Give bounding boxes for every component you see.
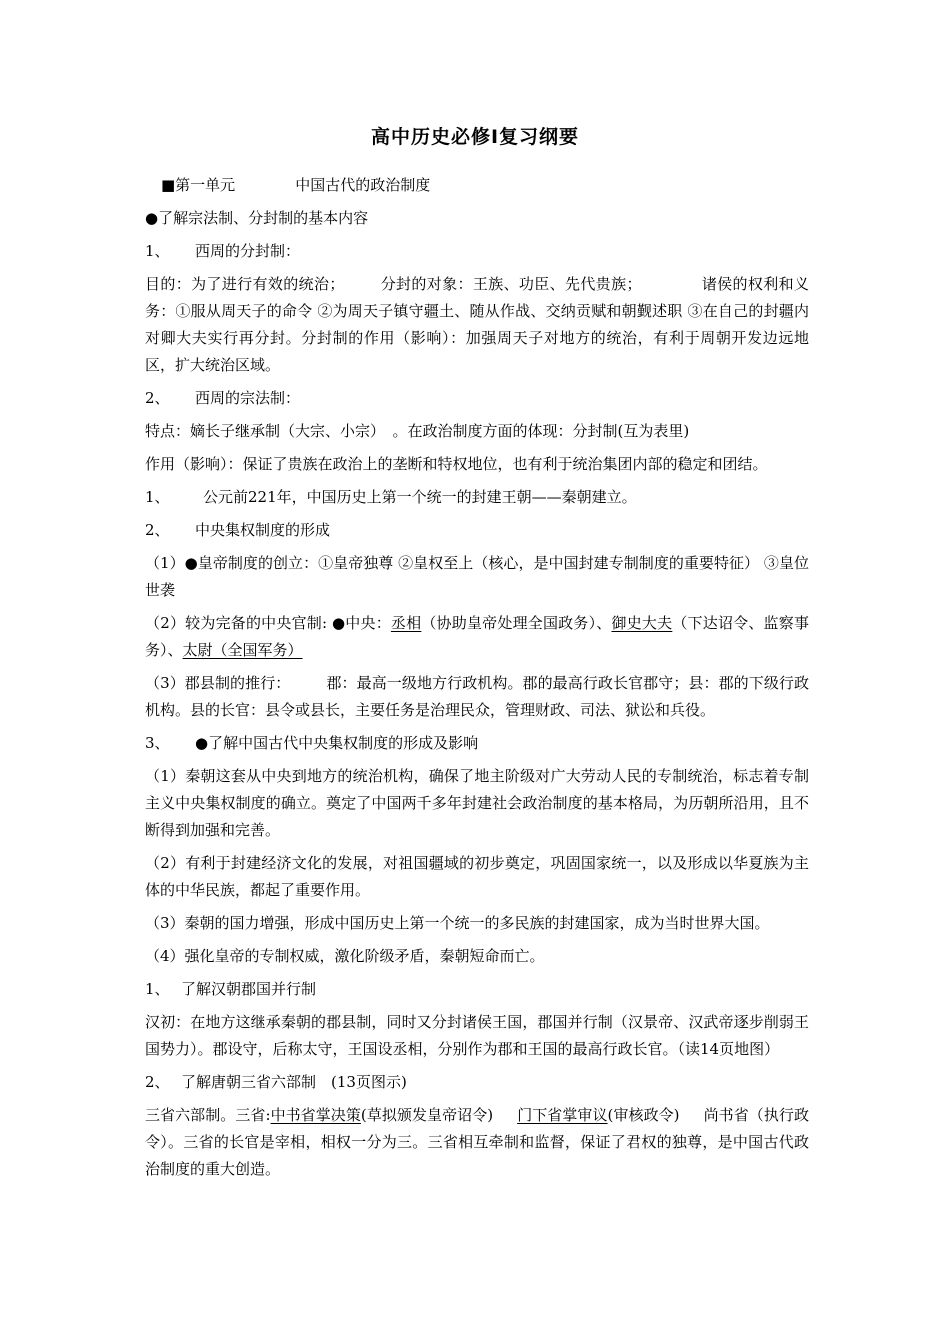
list-item bbox=[145, 976, 809, 1003]
document-body bbox=[145, 172, 809, 1189]
paragraph-han: 汉初：在地方这继承秦朝的郡县制，同时又分封诸侯王国，郡国并行制（汉景帝、汉武帝逐步削弱王国势力）。郡设守，后称太守，王国设丞相，分别作为郡和王国的最高行政长官。（读14页地图） bbox=[145, 1013, 809, 1058]
item-number: 3、 bbox=[145, 734, 170, 752]
item-number: 2、 bbox=[145, 521, 170, 539]
item-text: 公元前221年，中国历史上第一个统一的封建王朝——秦朝建立。 bbox=[203, 488, 637, 506]
tang-intro: 三省六部制。三省: bbox=[145, 1106, 271, 1124]
paragraph-influence-2: （2）有利于封建经济文化的发展，对祖国疆域的初步奠定，巩固国家统一，以及形成以华夏族为主体的中华民族，都起了重要作用。 bbox=[145, 854, 809, 899]
list-item bbox=[145, 385, 809, 412]
item-number: 2、 bbox=[145, 389, 170, 407]
unit-heading bbox=[145, 172, 809, 199]
junxian-intro: （3）郡县制的推行： bbox=[145, 674, 291, 692]
paragraph-influence-3: （3）秦朝的国力增强，形成中国历史上第一个统一的多民族的封建国家，成为当时世界大国。 bbox=[145, 914, 770, 932]
paragraph-guanzhi bbox=[145, 610, 809, 664]
paragraph-zongfa-effects: 作用（影响）：保证了贵族在政治上的垄断和特权地位，也有利于统治集团内部的稳定和团结。 bbox=[145, 455, 768, 473]
chengxiang-desc: （协助皇帝处理全国政务）、 bbox=[421, 614, 612, 632]
shangshu-desc: 尚书省（执行政令）。三省的长官是宰相，相权一分为三。三省相互牵制和监督，保证了君权的独尊，是中国古代政治制度的重大创造。 bbox=[145, 1106, 809, 1178]
item-text: ●了解中国古代中央集权制度的形成及影响 bbox=[195, 734, 479, 752]
paragraph-junxian bbox=[145, 670, 809, 724]
paragraph-influence-1: （1）秦朝这套从中央到地方的统治机构，确保了地主阶级对广大劳动人民的专制统治，标志着专制主义中央集权制度的确立。奠定了中国两千多年封建社会政治制度的基本格局，为历朝所沿用，且不断得到加强和完善。 bbox=[145, 767, 809, 839]
item-text: 西周的分封制： bbox=[195, 242, 301, 260]
list-item bbox=[145, 517, 809, 544]
item-text: 中央集权制度的形成 bbox=[195, 521, 331, 539]
fengjian-rights: 诸侯的权利和义务：①服从周天子的命令 ②为周天子镇守疆土、随从作战、交纳贡赋和朝觐述职 ③在自己的封疆内对卿大夫实行再分封。分封制的作用（影响）：加强周天子对地方的统治，有利于周朝开发边远地区，扩大统治区域。 bbox=[145, 275, 809, 374]
zhongshu-term: 中书省掌决策 bbox=[270, 1106, 361, 1124]
list-item bbox=[145, 1069, 809, 1096]
unit-name: 中国古代的政治制度 bbox=[295, 176, 431, 194]
guanzhi-intro: （2）较为完备的中央官制: ●中央： bbox=[145, 614, 391, 632]
item-number: 2、 bbox=[145, 1073, 170, 1091]
paragraph-tang bbox=[145, 1102, 809, 1183]
item-text: 了解汉朝郡国并行制 bbox=[181, 980, 317, 998]
paragraph-zongfa-features: 特点：嫡长子继承制（大宗、小宗） 。在政治制度方面的体现：分封制(互为表里) bbox=[145, 422, 690, 440]
yushidafu-desc: （下达诏令、监察事务）、 bbox=[145, 614, 809, 659]
fengjian-targets: 分封的对象：王族、功臣、先代贵族； bbox=[380, 275, 642, 293]
item-number: 1、 bbox=[145, 488, 170, 506]
item-number: 1、 bbox=[145, 242, 170, 260]
list-item bbox=[145, 238, 809, 265]
list-item bbox=[145, 730, 809, 757]
section-heading: ●了解宗法制、分封制的基本内容 bbox=[145, 209, 369, 227]
paragraph-huangdi: （1）●皇帝制度的创立：①皇帝独尊 ②皇权至上（核心，是中国封建专制制度的重要特征） ③皇位世袭 bbox=[145, 554, 809, 599]
zhongshu-desc: (草拟颁发皇帝诏令) bbox=[360, 1106, 494, 1124]
menxia-desc: (审核政令) bbox=[607, 1106, 680, 1124]
list-item bbox=[145, 484, 809, 511]
junxian-desc: 郡：最高一级地方行政机构。郡的最高行政长官郡守；县：郡的下级行政机构。县的长官：县令或县长，主要任务是治理民众，管理财政、司法、狱讼和兵役。 bbox=[145, 674, 809, 719]
yushidafu-term: 御史大夫 bbox=[611, 614, 673, 632]
paragraph-fengjian bbox=[145, 271, 809, 379]
item-text: 西周的宗法制： bbox=[195, 389, 301, 407]
fengjian-purpose: 目的：为了进行有效的统治； bbox=[145, 275, 345, 293]
chengxiang-term: 丞相 bbox=[390, 614, 422, 632]
item-number: 1、 bbox=[145, 980, 170, 998]
unit-label: ■第一单元 bbox=[161, 176, 236, 194]
page-title: 高中历史必修Ⅰ复习纲要 bbox=[370, 126, 580, 148]
paragraph-influence-4: （4）强化皇帝的专制权威，激化阶级矛盾，秦朝短命而亡。 bbox=[145, 947, 545, 965]
taiwei-term: 太尉（全国军务） bbox=[182, 641, 303, 659]
item-text: 了解唐朝三省六部制 (13页图示) bbox=[181, 1073, 407, 1091]
menxia-term: 门下省掌审议 bbox=[517, 1106, 608, 1124]
